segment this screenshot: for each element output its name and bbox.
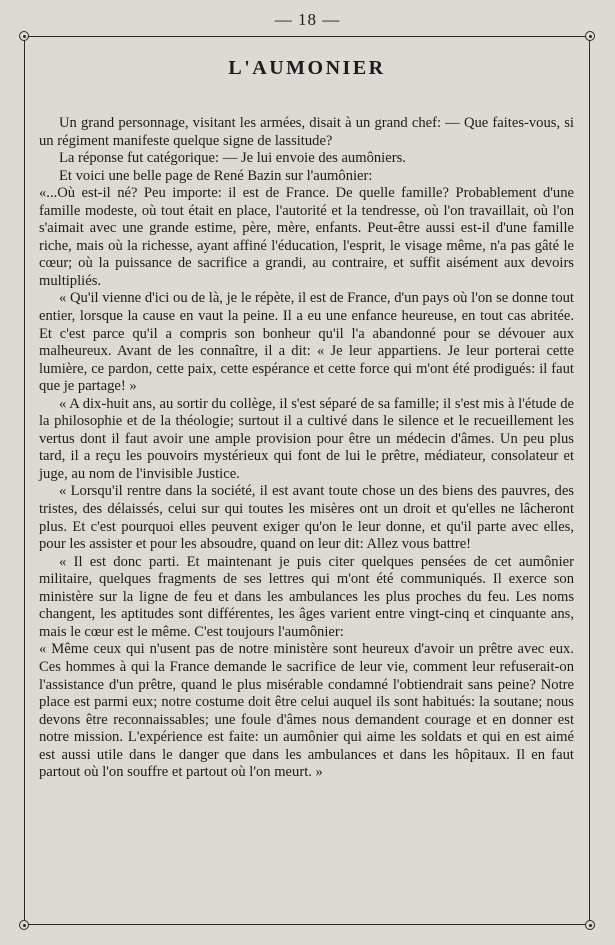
paragraph: Un grand personnage, visitant les armées, disait à un grand chef: — Que faites-vous, si un régiment manifeste quelque signe de lassitude?	[39, 115, 574, 149]
paragraph: « Lorsqu'il rentre dans la société, il est avant toute chose un des biens des pauvres, des tristes, des délaissés, celui sur qui toutes les misères ont un droit et qu'elles ne lâcheront plus. Et c'est pourquoi elles peuvent exiger qu'on le leur donne, et qu'il parte avec elles, pour les assister et pour les absoudre, quand on leur dit: Allez vous battre!	[39, 483, 574, 553]
paragraph: La réponse fut catégorique: — Je lui envoie des aumôniers.	[59, 150, 406, 167]
paragraph: « Il est donc parti. Et maintenant je puis citer quelques pensées de cet aumônier militaire, quelques fragments de ses lettres qui m'ont été communiqués. Il exerce son ministère sur la ligne de feu et dans les ambulances les plus proches du feu. Les noms changent, les aptitudes sont différentes, les âges varient entre vingt-cinq et cinquante ans, mais le cœur est le même. C'est toujours l'aumônier:	[39, 553, 574, 640]
corner-ornament-icon	[19, 31, 29, 41]
paragraph: « A dix-huit ans, au sortir du collège, il s'est séparé de sa famille; il s'est mis à l'étude de la philosophie et de la théologie; surtout il a cultivé dans le silence et le recueillement les vertus dont il faut avoir une ample provision pour être un médecin d'âmes. Un peu plus tard, il a reçu les pouvoirs mystérieux qui font de lui le prêtre, médiateur, consolateur et juge, au nom de l'invisible Justice.	[39, 395, 574, 482]
article-body	[39, 115, 574, 782]
decorative-frame	[24, 36, 590, 925]
article-title: L'AUMONIER	[228, 57, 386, 79]
corner-ornament-icon	[585, 920, 595, 930]
paragraph: « Même ceux qui n'usent pas de notre ministère sont heureux d'avoir un prêtre avec eux. Ces hommes à qui la France demande le sacrifice de leur vie, comment leur refuserait-on l'assistance d'un prêtre, quand le plus misérable condamné l'obtiendrait sans peine? Notre place est parmi eux; notre costume doit être celui auquel ils sont habitués: la soutane; nous devons être reconnaissables; une foule d'âmes nous demandent courage et en donner est notre mission. L'expérience est faite: un aumônier qui aime les soldats et qui en est aimé est aussi utile dans le danger que dans les ambulances et dans les hôpitaux. Il en faut partout où l'on souffre et partout où l'on meurt. »	[39, 641, 574, 781]
paragraph: Et voici une belle page de René Bazin sur l'aumônier:	[59, 167, 373, 184]
paragraph: «...Où est-il né? Peu importe: il est de France. De quelle famille? Probablement d'une famille modeste, où tout était en place, l'autorité et la tendresse, où l'on travaillait, où l'on s'aimait avec une grande estime, père, mère, enfants. Peut-être aussi est-il d'une famille riche, mais où la richesse, ayant affiné l'éducation, l'esprit, le visage même, n'a pas gâté le cœur; où la puissance de sacrifice a grandi, au contraire, et suffit aisément aux devoirs multipliés.	[39, 185, 574, 289]
paragraph: « Qu'il vienne d'ici ou de là, je le répète, il est de France, d'un pays où l'on se donne tout entier, lorsque la cause en vaut la peine. Il a eu une enfance heureuse, en tout cas abritée. Et c'est parce qu'il a compris son bonheur qu'il l'a abandonné pour se dévouer aux malheureux. Avant de les connaître, il a dit: « Je leur appartiens. Je leur porterai cette lumière, ce pardon, cette paix, cette espérance et cette force qui m'ont été prodigués: il faut que je partage! »	[39, 290, 574, 395]
corner-ornament-icon	[19, 920, 29, 930]
corner-ornament-icon	[585, 31, 595, 41]
page-number: — 18 —	[274, 10, 341, 29]
